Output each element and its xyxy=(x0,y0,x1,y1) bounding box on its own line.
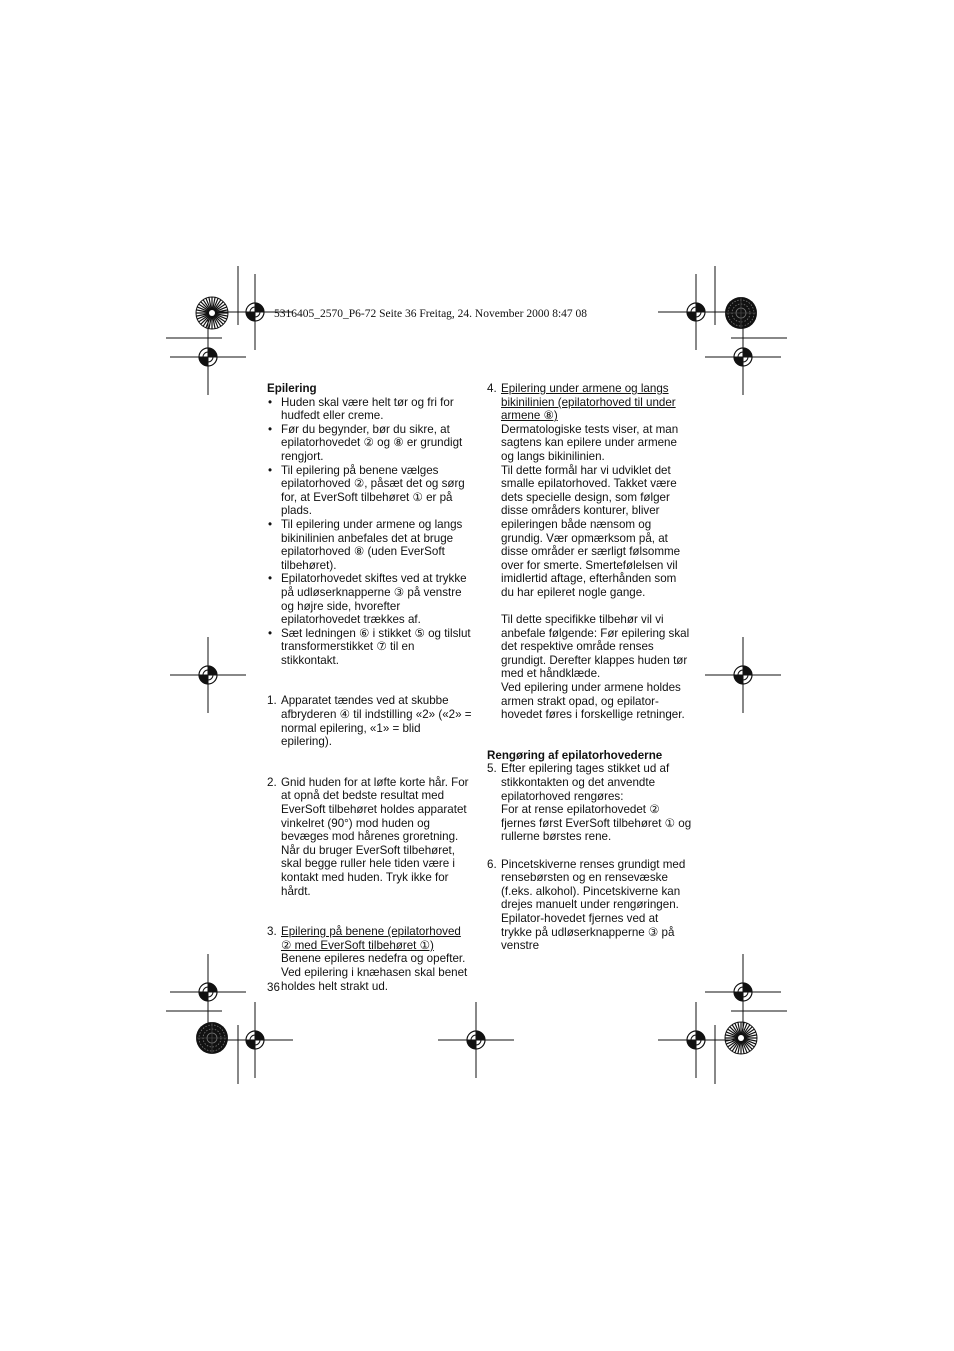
step-title: Epilering på benene (epilatorhoved ② med EverSoft tilbehøret ①) xyxy=(281,925,461,952)
step-number: 5. xyxy=(487,762,497,776)
step-6 xyxy=(487,858,692,953)
page-number: 36 xyxy=(267,981,280,994)
step-text: Dermatologiske tests viser, at man sagtens kan epilere under armene og langs bikinilinien. xyxy=(501,422,679,463)
right-column xyxy=(487,382,692,953)
step-number: 3. xyxy=(267,925,277,939)
step-number: 1. xyxy=(267,694,277,708)
step-text: Ved epilering under armene holdes armen strakt opad, og epilator-hovedet føres i forskellige retninger. xyxy=(501,681,685,722)
step-4 xyxy=(487,382,692,722)
step-3 xyxy=(267,925,472,993)
bullet-item: • Sæt ledningen ⑥ i stikket ⑤ og tilslut transformerstikket ⑦ til en stikkontakt. xyxy=(267,627,472,668)
step-title: Epilering under armene og langs bikinilinien (epilatorhoved til under armene ⑧) xyxy=(501,382,676,423)
section-heading-rengoring: Rengøring af epilatorhovederne xyxy=(487,748,663,762)
step-text: Apparatet tændes ved at skubbe afbryderen ④ til indstilling «2» («2» = normal epilering, «1» = blid epilering). xyxy=(281,694,472,749)
step-text: Pincetskiverne renses grundigt med rensebørsten og en rensevæske (f.eks. alkohol). Pincetskiverne kan drejes manuelt under rengøringen. Epilator-hovedet fjernes ved at trykke på udløserknapperne ③ på venstre xyxy=(501,857,686,953)
bullet-list xyxy=(267,396,472,668)
section-heading-epilering: Epilering xyxy=(267,382,317,395)
step-number: 4. xyxy=(487,382,497,395)
print-info-header: 5316405_2570_P6-72 Seite 36 Freitag, 24. November 2000 8:47 08 xyxy=(274,308,588,320)
bullet-item: • Epilatorhovedet skiftes ved at trykke på udløserknapperne ③ på venstre og højre side, hvorefter epilatorhovedet trækkes af. xyxy=(267,572,472,626)
bullet-item: • Til epilering under armene og langs bikinilinien anbefales det at bruge epilatorhoved ⑧ (uden EverSoft tilbehøret). xyxy=(267,518,472,572)
step-text: Til dette formål har vi udviklet det smalle epilatorhoved. Takket være dets specielle design, som følger disse områders konturer, bliver epileringen både nænsom og grundig. Vær opmærksom på, at disse områder er særligt følsomme over for smerte. Smertefølelsen vil imidlertid aftage, efterhånden som du har epileret nogle gange. xyxy=(501,463,681,599)
bullet-item: • Til epilering på benene vælges epilatorhoved ②, påsæt det og sørg for, at EverSoft tilbehøret ① er på plads. xyxy=(267,464,472,518)
step-number: 2. xyxy=(267,775,277,789)
bullet-item: • Huden skal være helt tør og fri for hudfedt eller creme. xyxy=(267,396,472,423)
step-text: Benene epileres nedefra og opefter. Ved epilering i knæhasen skal benet holdes helt strakt ud. xyxy=(281,952,468,993)
bullet-item: • Før du begynder, bør du sikre, at epilatorhovedet ② og ⑧ er grundigt rengjort. xyxy=(267,423,472,464)
step-text: Efter epilering tages stikket ud af stikkontakten og det anvendte epilatorhoved rengøres: xyxy=(501,762,670,803)
step-number: 6. xyxy=(487,857,497,871)
left-column xyxy=(267,382,472,993)
step-1 xyxy=(267,694,472,748)
step-text: For at rense epilatorhovedet ② fjernes først EverSoft tilbehøret ① og rullerne børstes rene. xyxy=(501,803,692,844)
step-text: Til dette specifikke tilbehør vil vi anbefale følgende: Før epilering skal det respektive område renses grundigt. Derefter klappes huden tør med et håndklæde. xyxy=(501,613,690,681)
step-5 xyxy=(487,762,692,844)
step-2 xyxy=(267,776,472,898)
step-text: Gnid huden for at løfte korte hår. For at opnå det bedste resultat med EverSoft tilbehøret holdes apparatet vinkelret (90°) mod huden og bevæges mod hårenes groretning. Når du bruger EverSoft tilbehøret, skal begge ruller hele tiden være i kontakt med huden. Tryk ikke for hårdt. xyxy=(281,775,469,898)
